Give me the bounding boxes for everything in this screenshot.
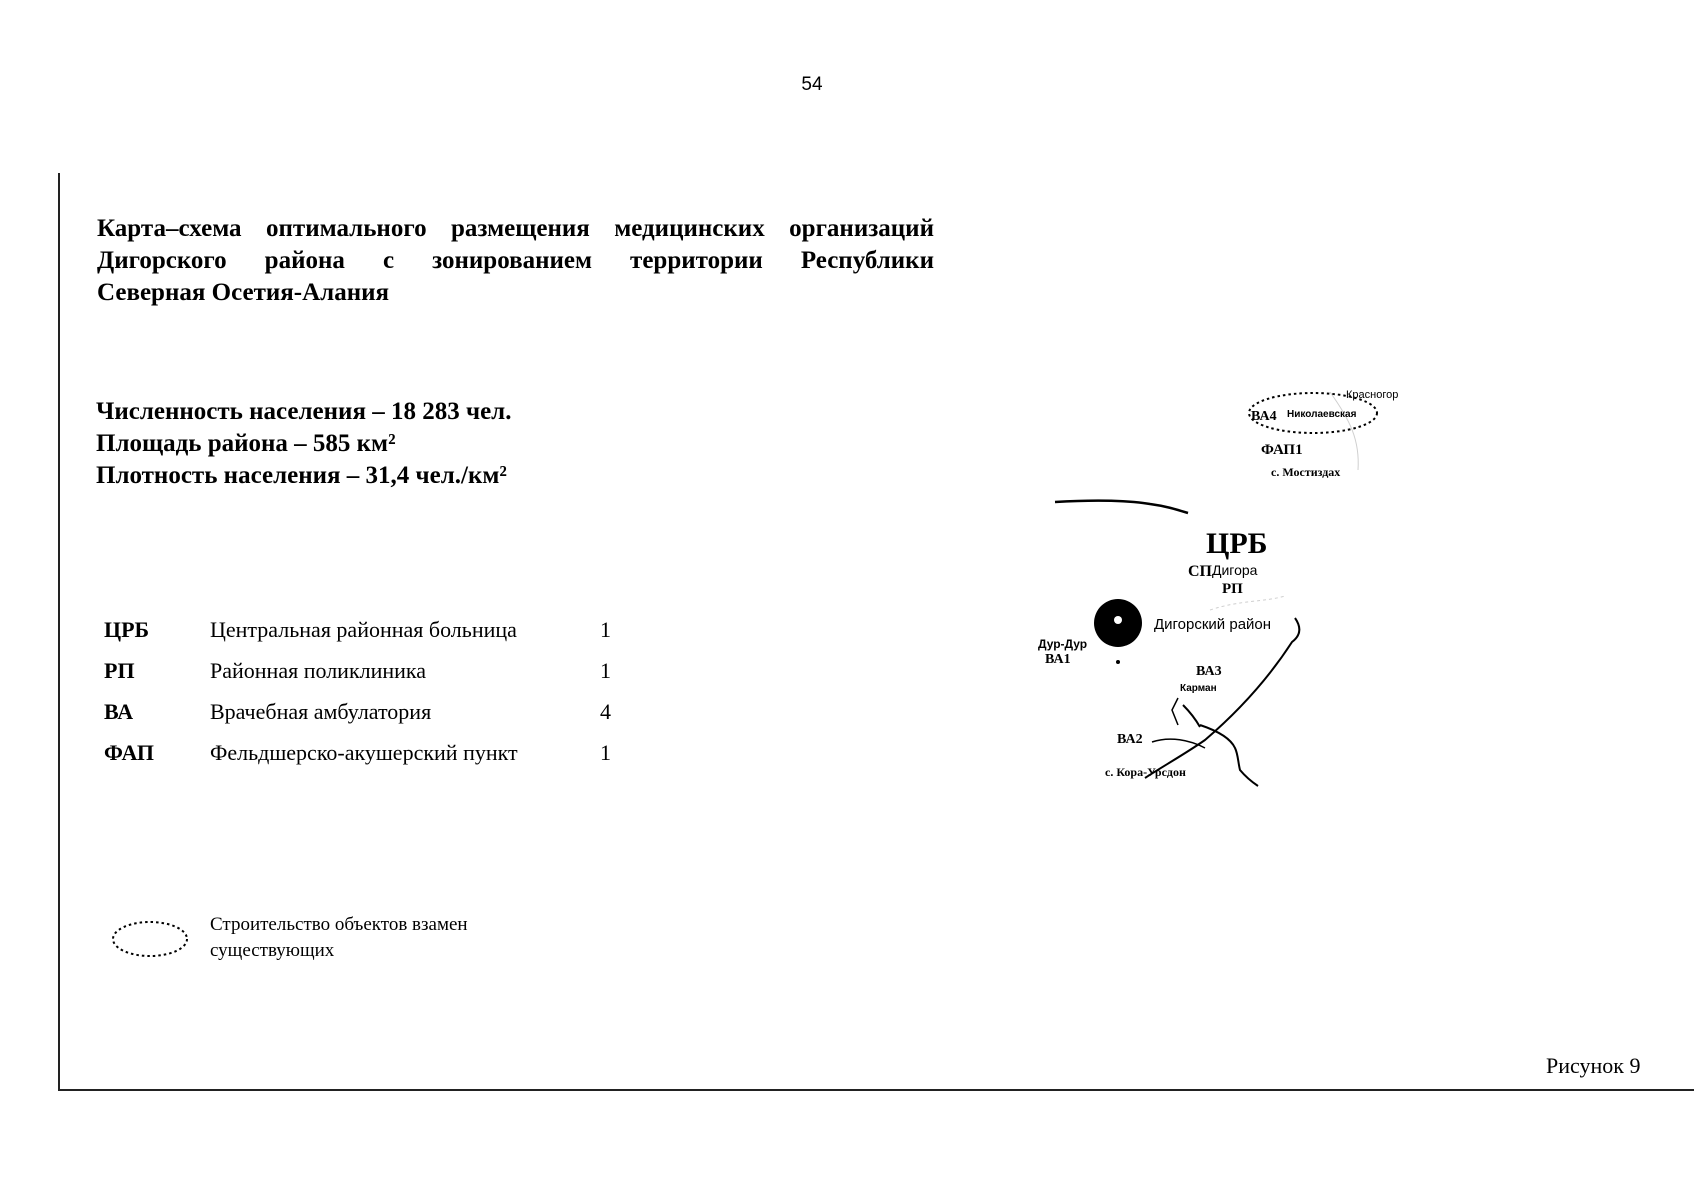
label-district: Дигорский район [1154, 616, 1272, 633]
frame-bottom-border [58, 1089, 1694, 1091]
legend-abbr: РП [104, 658, 135, 683]
faint-boundary-line-2 [1210, 596, 1285, 610]
title-line-1: Карта–схема оптимального размещения медицинских организаций [97, 215, 934, 242]
label-sp: СП [1188, 563, 1212, 580]
crb-location-center-icon [1114, 616, 1122, 624]
location-dot-icon [1116, 660, 1120, 664]
legend-description: Центральная районная больница [210, 617, 517, 642]
legend-description: Врачебная амбулатория [210, 699, 432, 724]
legend-description: Фельдшерско-акушерский пункт [210, 740, 518, 765]
legend-count: 4 [600, 699, 611, 724]
title-line-2: Дигорского района с зонированием территории Республики [97, 247, 934, 274]
document-title [97, 213, 934, 309]
legend-abbr: ЦРБ [104, 617, 150, 642]
legend-count: 1 [600, 617, 611, 642]
label-ba2: ВА2 [1117, 732, 1143, 747]
frame-left-border [58, 173, 60, 1091]
label-ba1: ВА1 [1045, 652, 1071, 667]
road-branch-3 [1152, 739, 1205, 748]
road-branch-4 [1172, 698, 1178, 725]
road-branch-2 [1200, 725, 1258, 786]
boundary-line [1055, 501, 1188, 513]
label-crb: ЦРБ [1206, 527, 1268, 560]
construction-note [210, 912, 468, 964]
population-stat: Численность населения – 18 283 чел. [96, 398, 512, 425]
road-branch-1 [1183, 705, 1200, 727]
label-digora: Дигора [1212, 562, 1258, 578]
label-mostizdakh: с. Мостиздах [1271, 465, 1341, 479]
construction-note-line-2: существующих [210, 940, 335, 961]
construction-note-line-1: Строительство объектов взамен [210, 914, 468, 935]
area-stat: Площадь района – 585 км² [96, 430, 396, 457]
title-line-3: Северная Осетия-Алания [97, 279, 390, 306]
label-kora-ursdon: с. Кора-Урсдон [1105, 765, 1186, 779]
label-ba4: ВА4 [1251, 409, 1277, 424]
construction-legend [110, 912, 530, 968]
road-line [1145, 618, 1299, 778]
legend-count: 1 [600, 658, 611, 683]
legend-count: 1 [600, 740, 611, 765]
dotted-ellipse-icon [110, 918, 190, 960]
density-stat: Плотность населения – 31,4 чел./км² [96, 462, 507, 489]
legend-description: Районная поликлиника [210, 658, 427, 683]
legend-abbr: ВА [104, 699, 134, 724]
label-nikolaevskaya: Николаевская [1287, 409, 1357, 420]
figure-caption: Рисунок 9 [1546, 1053, 1641, 1078]
label-ba3: ВА3 [1196, 664, 1222, 679]
district-stats [96, 396, 511, 492]
legend-abbr: ФАП [104, 740, 154, 765]
label-karman: Карман [1180, 683, 1217, 694]
label-fap1: ФАП1 [1261, 442, 1303, 458]
page-number: 54 [801, 74, 823, 95]
label-rp: РП [1222, 581, 1243, 597]
district-map [1000, 380, 1520, 800]
label-dur-dur: Дур-Дур [1038, 637, 1088, 651]
label-krasnogor: Красногор [1346, 389, 1399, 401]
